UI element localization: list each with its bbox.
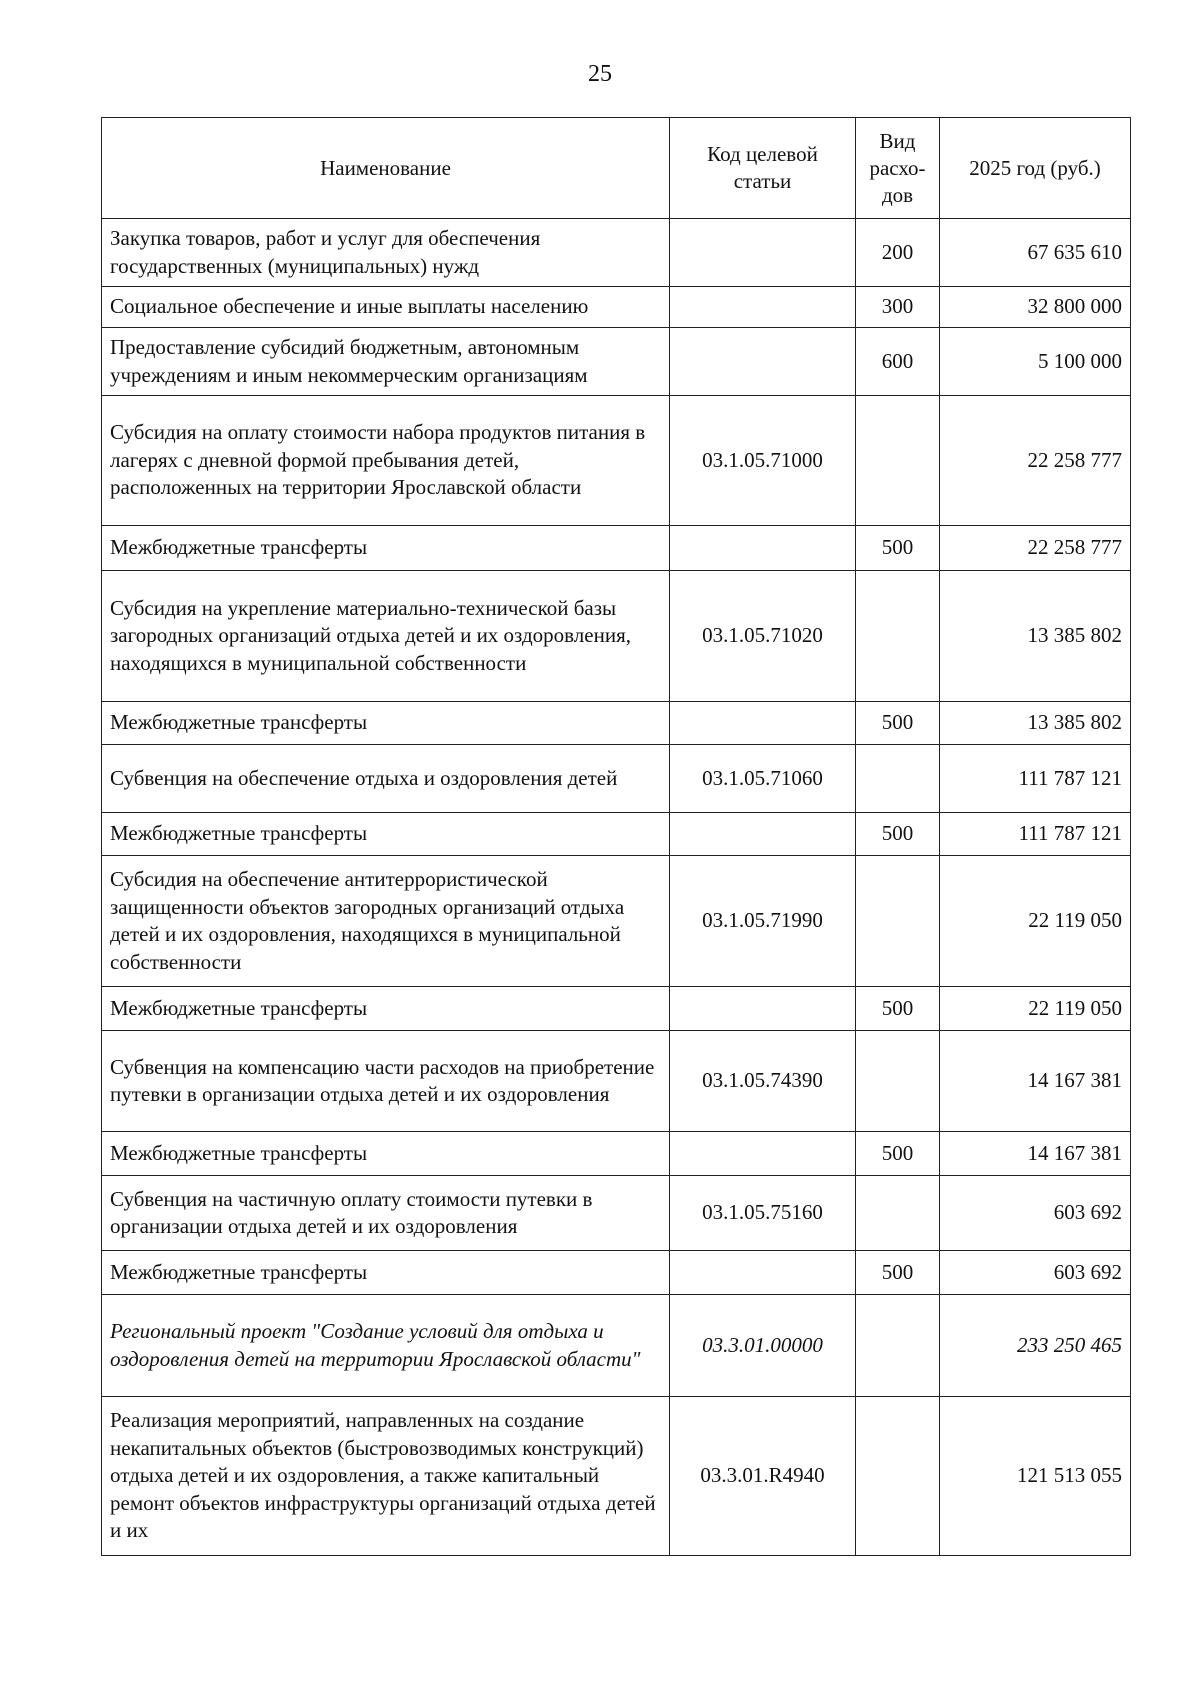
budget-table [101, 117, 1131, 1556]
row-amount: 67 635 610 [940, 219, 1131, 287]
row-code [670, 526, 856, 571]
row-code: 03.1.05.75160 [670, 1176, 856, 1251]
row-type: 500 [856, 813, 940, 856]
row-amount: 14 167 381 [940, 1031, 1131, 1132]
table-row [102, 287, 1131, 328]
row-code [670, 328, 856, 396]
row-amount: 111 787 121 [940, 813, 1131, 856]
header-type: Вид расхо-дов [856, 118, 940, 219]
row-type: 200 [856, 219, 940, 287]
row-type [856, 1176, 940, 1251]
table-row [102, 1397, 1131, 1556]
header-code: Код целевой статьи [670, 118, 856, 219]
row-amount: 603 692 [940, 1251, 1131, 1295]
row-code: 03.3.01.R4940 [670, 1397, 856, 1556]
row-amount: 121 513 055 [940, 1397, 1131, 1556]
row-code: 03.1.05.71000 [670, 396, 856, 526]
row-amount: 22 258 777 [940, 526, 1131, 571]
table-row [102, 219, 1131, 287]
table-row-regional-project [102, 1295, 1131, 1397]
row-code [670, 987, 856, 1031]
row-name: Субсидия на оплату стоимости набора продуктов питания в лагерях с дневной формой пребывания детей, расположенных на территории Ярославской области [102, 396, 670, 526]
row-type [856, 1397, 940, 1556]
table-row [102, 328, 1131, 396]
row-amount: 22 258 777 [940, 396, 1131, 526]
row-name: Реализация мероприятий, направленных на создание некапитальных объектов (быстровозводимых конструкций) отдыха детей и их оздоровления, а также капитальный ремонт объектов инфраструктуры организаций отдыха детей и их [102, 1397, 670, 1556]
row-type: 500 [856, 526, 940, 571]
row-amount: 22 119 050 [940, 856, 1131, 987]
row-amount: 233 250 465 [940, 1295, 1131, 1397]
header-amount: 2025 год (руб.) [940, 118, 1131, 219]
row-name: Межбюджетные трансферты [102, 702, 670, 745]
row-amount: 603 692 [940, 1176, 1131, 1251]
row-code [670, 287, 856, 328]
row-name: Субвенция на частичную оплату стоимости путевки в организации отдыха детей и их оздоровления [102, 1176, 670, 1251]
row-name: Субсидия на укрепление материально-технической базы загородных организаций отдыха детей и их оздоровления, находящихся в муниципальной собственности [102, 571, 670, 702]
header-name: Наименование [102, 118, 670, 219]
row-type [856, 745, 940, 813]
row-code: 03.1.05.71020 [670, 571, 856, 702]
row-type [856, 856, 940, 987]
table-row [102, 1176, 1131, 1251]
row-code [670, 1132, 856, 1176]
row-name: Межбюджетные трансферты [102, 1132, 670, 1176]
row-name: Межбюджетные трансферты [102, 987, 670, 1031]
row-amount: 111 787 121 [940, 745, 1131, 813]
row-code [670, 813, 856, 856]
table-row [102, 396, 1131, 526]
table-row [102, 702, 1131, 745]
row-type: 500 [856, 702, 940, 745]
row-type [856, 1295, 940, 1397]
row-name: Предоставление субсидий бюджетным, автономным учреждениям и иным некоммерческим организациям [102, 328, 670, 396]
row-code: 03.3.01.00000 [670, 1295, 856, 1397]
header-row [102, 118, 1131, 219]
table-row [102, 526, 1131, 571]
row-amount: 22 119 050 [940, 987, 1131, 1031]
row-type: 500 [856, 987, 940, 1031]
row-name: Социальное обеспечение и иные выплаты населению [102, 287, 670, 328]
row-type: 300 [856, 287, 940, 328]
row-name: Субвенция на обеспечение отдыха и оздоровления детей [102, 745, 670, 813]
row-name: Региональный проект "Создание условий для отдыха и оздоровления детей на территории Ярославской области" [102, 1295, 670, 1397]
row-amount: 5 100 000 [940, 328, 1131, 396]
table-row [102, 571, 1131, 702]
row-type [856, 571, 940, 702]
row-type [856, 396, 940, 526]
row-name: Закупка товаров, работ и услуг для обеспечения государственных (муниципальных) нужд [102, 219, 670, 287]
row-code: 03.1.05.74390 [670, 1031, 856, 1132]
row-amount: 13 385 802 [940, 571, 1131, 702]
row-code [670, 219, 856, 287]
table-row [102, 987, 1131, 1031]
row-name: Межбюджетные трансферты [102, 813, 670, 856]
row-name: Межбюджетные трансферты [102, 526, 670, 571]
page-number: 25 [588, 61, 612, 87]
row-amount: 32 800 000 [940, 287, 1131, 328]
table-row [102, 1031, 1131, 1132]
row-type: 500 [856, 1132, 940, 1176]
row-type [856, 1031, 940, 1132]
row-amount: 13 385 802 [940, 702, 1131, 745]
row-amount: 14 167 381 [940, 1132, 1131, 1176]
table-row [102, 813, 1131, 856]
row-code: 03.1.05.71990 [670, 856, 856, 987]
row-name: Субсидия на обеспечение антитеррористической защищенности объектов загородных организаций отдыха детей и их оздоровления, находящихся в муниципальной собственности [102, 856, 670, 987]
row-code [670, 1251, 856, 1295]
table-row [102, 1251, 1131, 1295]
row-type: 600 [856, 328, 940, 396]
table-row [102, 856, 1131, 987]
row-name: Субвенция на компенсацию части расходов на приобретение путевки в организации отдыха детей и их оздоровления [102, 1031, 670, 1132]
row-code [670, 702, 856, 745]
table-row [102, 1132, 1131, 1176]
table-row [102, 745, 1131, 813]
row-code: 03.1.05.71060 [670, 745, 856, 813]
row-type: 500 [856, 1251, 940, 1295]
row-name: Межбюджетные трансферты [102, 1251, 670, 1295]
